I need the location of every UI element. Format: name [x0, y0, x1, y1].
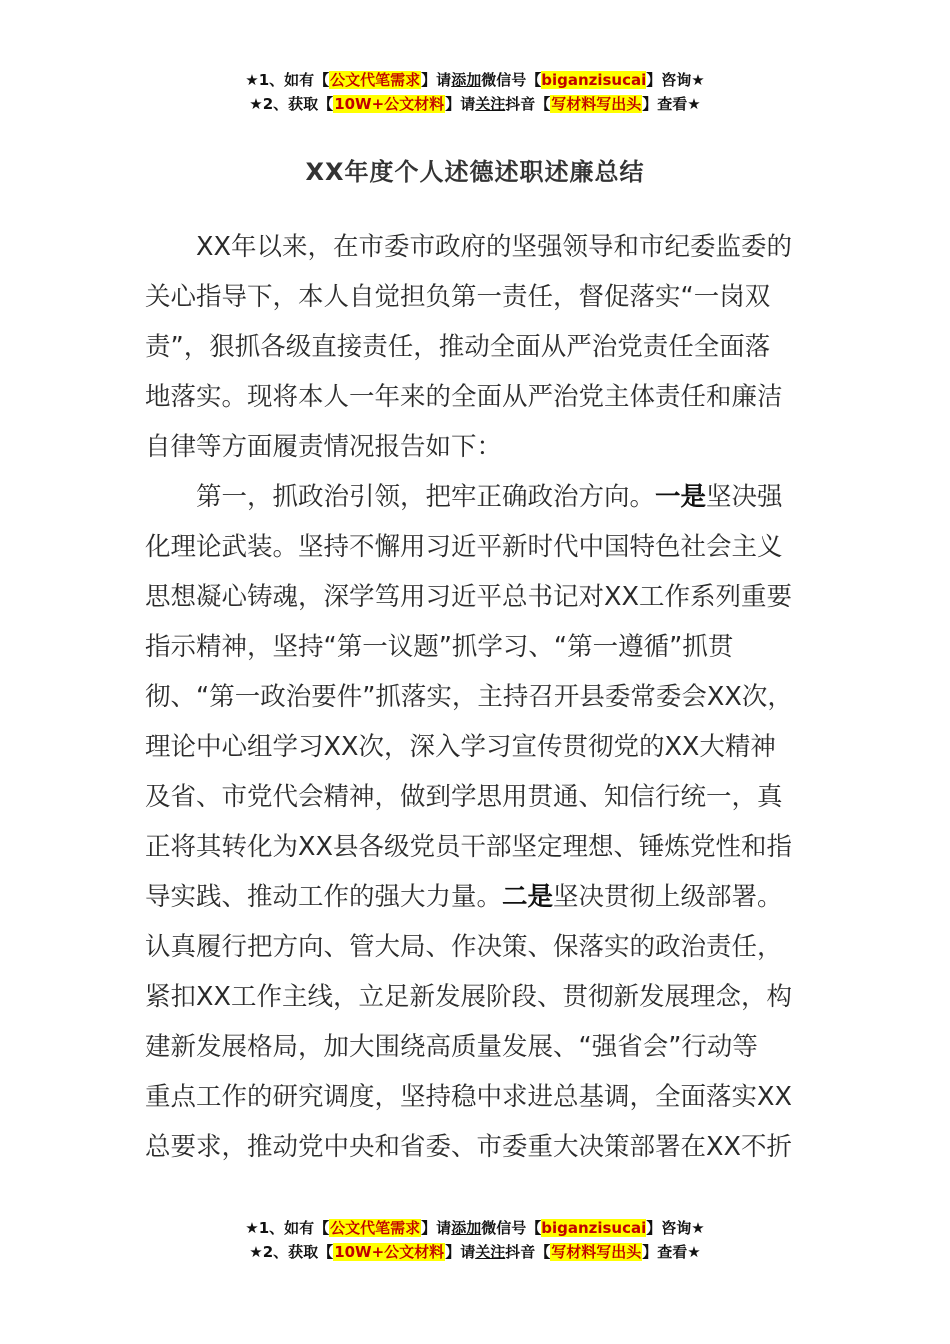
body-text: 导实践、推动工作的强大力量。 — [145, 882, 503, 912]
header-banner — [0, 68, 950, 116]
body-line: 重点工作的研究调度，坚持稳中求进总基调，全面落实XX — [145, 1082, 792, 1112]
banner-highlight: 公文代笔需求 — [330, 1219, 421, 1237]
banner-highlight: 10W+公文材料 — [334, 95, 445, 113]
body-line: 紧扣XX工作主线，立足新发展阶段、贯彻新发展理念，构 — [145, 982, 792, 1012]
wechat-id: biganzisucai — [541, 1219, 647, 1237]
banner-text: ★2、获取【 — [249, 95, 334, 113]
banner-text: 】请 — [445, 1243, 476, 1261]
document-title: XX年度个人述德述职述廉总结 — [305, 158, 645, 186]
banner-underline: 添加 — [451, 1219, 482, 1237]
banner-line-1 — [0, 68, 950, 92]
douyin-account: 写材料写出头 — [551, 1243, 642, 1261]
bold-marker: 二是 — [502, 882, 554, 912]
body-line: 彻、“第一政治要件”抓落实，主持召开县委常委会XX次， — [145, 682, 793, 712]
body-line: 思想凝心铸魂，深学笃用习近平总书记对XX工作系列重要 — [145, 582, 792, 612]
banner-line-1 — [0, 1216, 950, 1240]
banner-text: 】咨询★ — [646, 1219, 705, 1237]
banner-text: 抖音【 — [505, 95, 551, 113]
banner-text: 】查看★ — [642, 95, 701, 113]
banner-text: 】请 — [421, 71, 452, 89]
section-heading: 第一，抓政治引领，把牢正确政治方向。 — [196, 482, 656, 512]
body-line: 理论中心组学习XX次，深入学习宣传贯彻党的XX大精神 — [145, 732, 776, 762]
banner-line-2 — [0, 92, 950, 116]
banner-text: 】咨询★ — [646, 71, 705, 89]
body-line: XX年以来，在市委市政府的坚强领导和市纪委监委的 — [196, 232, 792, 262]
body-line: 地落实。现将本人一年来的全面从严治党主体责任和廉洁 — [145, 382, 783, 412]
body-line: 总要求，推动党中央和省委、市委重大决策部署在XX不折 — [145, 1132, 792, 1162]
footer-banner — [0, 1216, 950, 1264]
banner-underline: 关注 — [475, 95, 506, 113]
body-line — [145, 472, 835, 522]
body-text: 坚决强 — [706, 482, 783, 512]
banner-line-2 — [0, 1240, 950, 1264]
body-line: 建新发展格局，加大围绕高质量发展、“强省会”行动等 — [145, 1032, 758, 1062]
banner-text: 】请 — [445, 95, 476, 113]
body-line: 正将其转化为XX县各级党员干部坚定理想、锤炼党性和指 — [145, 832, 792, 862]
body-line: 指示精神，坚持“第一议题”抓学习、“第一遵循”抓贯 — [145, 632, 734, 662]
banner-text: ★1、如有【 — [245, 1219, 330, 1237]
banner-highlight: 10W+公文材料 — [334, 1243, 445, 1261]
banner-underline: 关注 — [475, 1243, 506, 1261]
banner-text: ★1、如有【 — [245, 71, 330, 89]
banner-text: 】请 — [421, 1219, 452, 1237]
body-line: 认真履行把方向、管大局、作决策、保落实的政治责任， — [145, 932, 783, 962]
document-body — [145, 222, 835, 1172]
body-line — [145, 872, 835, 922]
banner-text: ★2、获取【 — [249, 1243, 334, 1261]
banner-text: 】查看★ — [642, 1243, 701, 1261]
body-text: 坚决贯彻上级部署。 — [553, 882, 783, 912]
banner-underline: 添加 — [451, 71, 482, 89]
banner-highlight: 公文代笔需求 — [330, 71, 421, 89]
banner-text: 抖音【 — [505, 1243, 551, 1261]
banner-text: 微信号【 — [481, 1219, 542, 1237]
body-line: 及省、市党代会精神，做到学思用贯通、知信行统一，真 — [145, 782, 783, 812]
bold-marker: 一是 — [655, 482, 707, 512]
douyin-account: 写材料写出头 — [551, 95, 642, 113]
wechat-id: biganzisucai — [541, 71, 647, 89]
body-line: 自律等方面履责情况报告如下： — [145, 432, 503, 462]
body-line: 化理论武装。坚持不懈用习近平新时代中国特色社会主义 — [145, 532, 783, 562]
banner-text: 微信号【 — [481, 71, 542, 89]
body-line: 关心指导下，本人自觉担负第一责任，督促落实“一岗双 — [145, 282, 771, 312]
body-line: 责”，狠抓各级直接责任，推动全面从严治党责任全面落 — [145, 332, 771, 362]
